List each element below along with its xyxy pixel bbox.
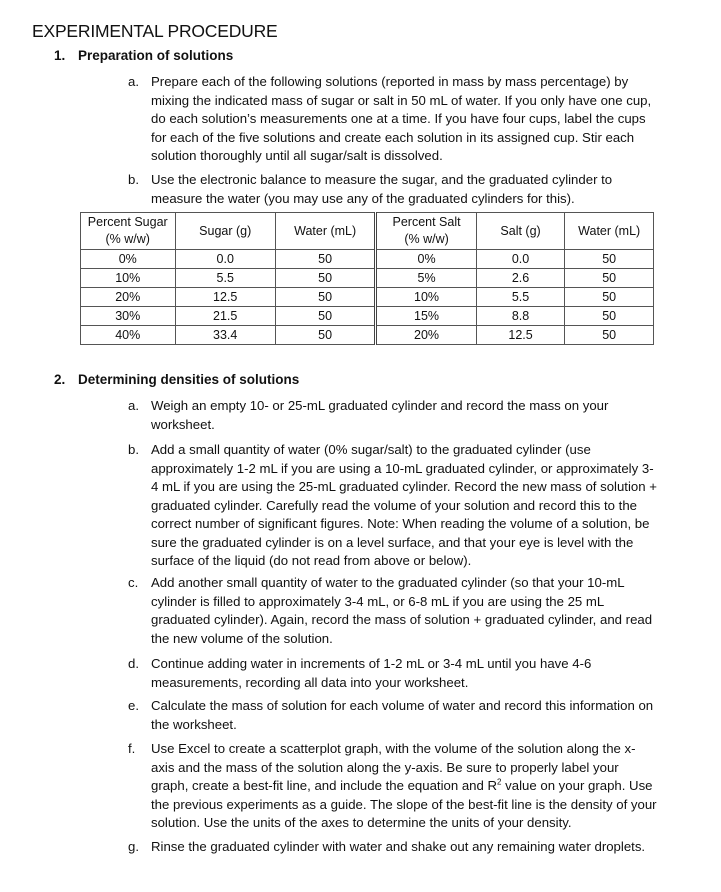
table-cell: 40% [81, 326, 176, 345]
table-cell: 21.5 [175, 307, 275, 326]
table-cell: 0.0 [476, 250, 565, 269]
table-row [81, 269, 654, 288]
step-letter: f. [128, 741, 136, 756]
header-percent-sugar: Percent Sugar (% w/w) [81, 213, 176, 250]
table-row [81, 326, 654, 345]
table-cell: 5% [376, 269, 476, 288]
step-text: Continue adding water in increments of 1-2 mL or 3-4 mL until you have 4-6 measurements, recording all data into your worksheet. [151, 656, 592, 690]
table-cell: 50 [565, 250, 654, 269]
page-title: EXPERIMENTAL PROCEDURE [32, 21, 278, 41]
section-number: 1. [54, 48, 66, 63]
step-text: Calculate the mass of solution for each volume of water and record this information on the worksheet. [151, 698, 654, 732]
step-2e [128, 697, 658, 734]
step-1b [128, 171, 658, 208]
table-cell: 10% [81, 269, 176, 288]
table-cell: 50 [565, 288, 654, 307]
step-letter: a. [128, 74, 139, 89]
step-2g [128, 838, 658, 857]
table-cell: 8.8 [476, 307, 565, 326]
table-cell: 12.5 [175, 288, 275, 307]
table-cell: 50 [565, 307, 654, 326]
step-text: Add another small quantity of water to the graduated cylinder (so that your 10-mL cylinder is filled to approximately 3-4 mL, or 6-8 mL if you are using the 25 mL graduated cylinder). Again, record the mass of solution + graduated cylinder, and read the new volume of the solution. [151, 575, 653, 646]
table-cell: 0% [81, 250, 176, 269]
table-cell: 20% [376, 326, 476, 345]
table-header-row [81, 213, 654, 250]
table-cell: 50 [275, 326, 375, 345]
header-water-ml-2: Water (mL) [565, 213, 654, 250]
header-water-ml: Water (mL) [275, 213, 375, 250]
table-cell: 5.5 [476, 288, 565, 307]
step-text: Prepare each of the following solutions (reported in mass by mass percentage) by mixing the indicated mass of sugar or salt in 50 mL of water. If you only have one cup, do each solution’s measurements one at a time. If you have four cups, label the cups for each of the five solutions and create each solution in its assigned cup. Stir each solution thoroughly until all sugar/salt is dissolved. [151, 74, 652, 163]
table-cell: 50 [275, 288, 375, 307]
table-cell: 20% [81, 288, 176, 307]
table-cell: 50 [275, 269, 375, 288]
step-letter: d. [128, 656, 139, 671]
table-row [81, 307, 654, 326]
section-title: Determining densities of solutions [78, 372, 300, 387]
step-2c [128, 574, 658, 648]
section-2-heading [54, 372, 299, 387]
step-text: Rinse the graduated cylinder with water and shake out any remaining water droplets. [151, 839, 646, 854]
superscript: 2 [497, 777, 502, 787]
table-cell: 50 [565, 269, 654, 288]
step-text: Add a small quantity of water (0% sugar/salt) to the graduated cylinder (use approximately 1-2 mL if you are using a 10-mL graduated cylinder, or approximately 3-4 mL if you are using the 25-mL graduated cylinder. Record the new mass of solution + graduated cylinder. Carefully read the volume of your solution and record this to the correct number of significant figures. Note: When reading the volume of a solution, be sure the graduated cylinder is on a level surface, and that your eye is level with the surface of the liquid (do not read from above or below). [151, 442, 657, 568]
table-row [81, 288, 654, 307]
step-letter: e. [128, 698, 139, 713]
table-cell: 50 [275, 307, 375, 326]
table-cell: 12.5 [476, 326, 565, 345]
step-2b [128, 441, 658, 571]
section-number: 2. [54, 372, 66, 387]
table-cell: 2.6 [476, 269, 565, 288]
step-2f [128, 740, 658, 833]
table-cell: 33.4 [175, 326, 275, 345]
table-row [81, 250, 654, 269]
table-cell: 0% [376, 250, 476, 269]
table-cell: 15% [376, 307, 476, 326]
section-1-heading [54, 48, 233, 63]
header-salt-g: Salt (g) [476, 213, 565, 250]
table-cell: 5.5 [175, 269, 275, 288]
step-2d [128, 655, 658, 692]
header-sugar-g: Sugar (g) [175, 213, 275, 250]
table-cell: 10% [376, 288, 476, 307]
step-text: Use the electronic balance to measure the sugar, and the graduated cylinder to measure the water (you may use any of the graduated cylinders for this). [151, 172, 613, 206]
step-2a [128, 397, 658, 434]
table-cell: 0.0 [175, 250, 275, 269]
step-letter: g. [128, 839, 139, 854]
step-letter: c. [128, 575, 139, 590]
header-percent-salt: Percent Salt (% w/w) [376, 213, 476, 250]
step-letter: b. [128, 442, 139, 457]
step-letter: b. [128, 172, 139, 187]
table-cell: 50 [275, 250, 375, 269]
step-text: Weigh an empty 10- or 25-mL graduated cylinder and record the mass on your worksheet. [151, 398, 609, 432]
solutions-table [80, 212, 654, 345]
step-text: Use Excel to create a scatterplot graph, with the volume of the solution along the x-axis and the mass of the solution along the y-axis. Be sure to properly label your graph, create a best-fit line, and include the equation and $R^2$ value on your graph. Use the previous experiments as a guide. The slope of the best-fit line is the density of your solution. Use the units of the axes to determine the units of your density. [151, 741, 657, 830]
table-cell: 30% [81, 307, 176, 326]
section-title: Preparation of solutions [78, 48, 234, 63]
table-cell: 50 [565, 326, 654, 345]
step-1a [128, 73, 658, 166]
step-letter: a. [128, 398, 139, 413]
